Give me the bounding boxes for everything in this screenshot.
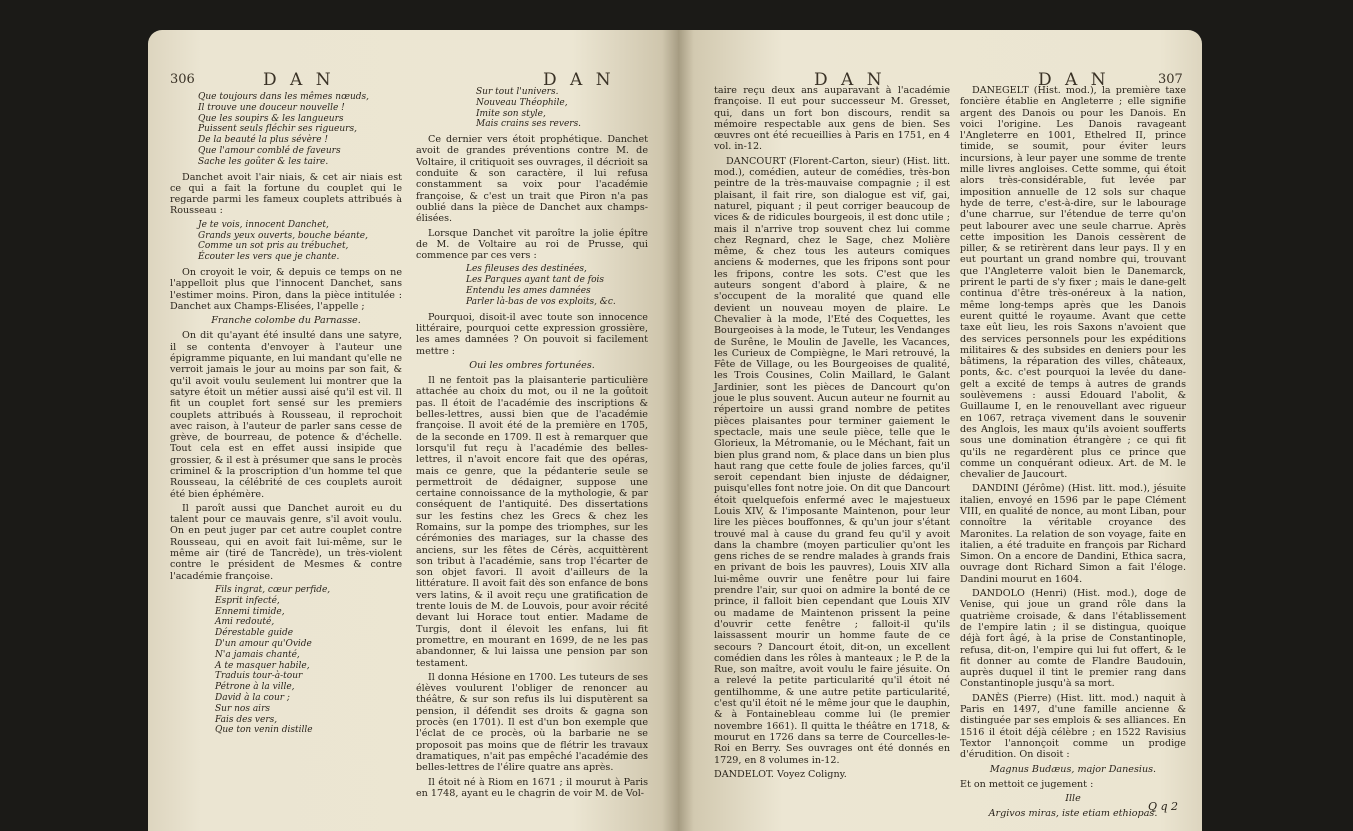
verse-line: Que toujours dans les mêmes nœuds, (198, 92, 369, 102)
running-head-left-a: D A N (263, 70, 335, 90)
paragraph: Et on mettoit ce jugement : (960, 778, 1094, 790)
verse-block (170, 585, 402, 736)
right-page (678, 30, 1202, 831)
verse-line: Nouveau Théophile, (476, 97, 568, 108)
verse-block (416, 87, 648, 130)
paragraph: Il étoit né à Riom en 1671 ; il mourut à Paris en 1748, ayant eu le chagrin de voir M. de Vol- (416, 776, 648, 799)
verse-line: Sur nos airs (215, 703, 270, 714)
verse-line: N'a jamais chanté, (215, 649, 300, 660)
verse-line: David à la cour ; (215, 692, 290, 703)
verse-line: Ami redouté, (215, 617, 275, 628)
left-column-2 (416, 85, 648, 825)
verse-block (416, 264, 648, 307)
verse-line: Les Parques ayant tant de fois (466, 275, 605, 286)
verse-line: Parler là-bas de vos exploits, &c. (466, 296, 616, 307)
verse-line: Comme un sot pris au trébuchet, (198, 241, 349, 252)
verse-line: Esprit infecté, (215, 595, 280, 606)
verse-line: Que ton venin distille (215, 725, 313, 736)
entry-danegelt: DANEGELT (Hist. mod.), la première taxe foncière établie en Angleterre ; elle signifie argent des Danois ou pour les Danois. En voici l'origine. Les Danois ravageant l'Angleterre en 1001, Ethelred II, prince timide, se soumit, pour éviter leurs incursions, à leur payer une somme de trente mille livres angloises. Cette somme, qui étoit alors très-considérable, fut levée par imposition annuelle de 12 sols sur chaque hyde de terre, c'est-à-dire, sur le labourage d'une charrue, sur l'étendue de terre qu'on peut labourer avec une seule charrue. Après cette imposition les Danois cessèrent de piller, & se retirèrent dans leur pays. Il y en eut pourtant un grand nombre qui, trouvant que l'Angleterre valoit bien le Danemarck, prirent le parti de s'y fixer ; mais le dane-gelt continua d'être très-onéreux à la nation, même long-temps après que les Danois eurent quitté le royaume. Avant que cette taxe eût lieu, les rois Saxons n'avoient que des services personnels pour les expéditions militaires & des subsides en deniers pour les bâtimens, la réparation des villes, châteaux, ponts, &c. c'est pourquoi la levée du dane-gelt a excité de temps à autres de grands soulèvemens : aussi Edouard l'abolit, & Guillaume I, en le renouvellant avec rigueur en 1067, retraça vivement dans le souvenir des Anglois, les maux qu'ils avoient soufferts sous une domination étrangère ; ce qui fit qu'ils ne regardèrent plus ce prince que comme un conquérant odieux. Art. de M. le chevalier de Jaucourt. (960, 85, 1186, 481)
verse-line: Pétrone à la ville, (215, 682, 295, 693)
verse-line: Sache les goûter & les taire. (198, 156, 329, 167)
paragraph: On croyoit le voir, & depuis ce temps on ne l'appelloit plus que l'innocent Danchet, sans l'estimer moins. Piron, dans la pièce intitulée : Danchet aux Champs-Elisées, l'appelle ; (170, 266, 402, 312)
verse-line: Fils ingrat, cœur perfide, (215, 584, 331, 595)
paragraph: Il paroît aussi que Danchet auroit eu du talent pour ce mauvais genre, s'il avoit voulu. On en peut juger par cet autre couplet contre Rousseau, qui en avoit fait lui-même, sur le même air (tiré de Tancrède), un très-violent contre le président de Mesmes & contre l'académie françoise. (170, 502, 402, 582)
paragraph: Il donna Hésione en 1700. Les tuteurs de ses élèves voulurent l'obliger de renoncer au théâtre, & sur son refus ils lui disputèrent sa pension, il défendit ses droits & gagna son procès (en 1701). Il est d'un bon exemple que l'éclat de ce procès, où la barbarie ne se proposoit pas moins que de flétrir les travaux dramatiques, n'ait pas empêché l'académie des belles-lettres de l'élire quatre ans après. (416, 671, 648, 774)
quote-line: Franche colombe du Parnasse. (211, 315, 361, 327)
quote-line: Ille (1065, 793, 1081, 805)
verse-block (170, 220, 402, 263)
paragraph: Ce dernier vers étoit prophétique. Danchet avoit de grandes préventions contre M. de Voltaire, il critiquoit ses ouvrages, il décrioit sa conduite & son caractère, il lui refusa constamment sa voix pour l'académie françoise, & c'est un trait que Piron n'a pas oublié dans la pièce de Danchet aux champs-élisées. (416, 134, 648, 225)
paragraph: On dit qu'ayant été insulté dans une satyre, il se contenta d'envoyer à l'auteur une épigramme piquante, en lui mandant qu'elle ne verroit jamais le jour au moins par son fait, & qu'il avoit voulu seulement lui montrer que la satyre étoit un métier aussi aisé qu'il est vil. Il fit un couplet fort sensé sur les premiers couplets attribués à Rousseau, il reprochoit avec raison, à l'auteur de parler sans cesse de grève, de bourreau, de potence & d'échelle. Tout cela est en effet aussi insipide que grossier, & il est à présumer que sans le procès criminel & la proscription d'un homme tel que Rousseau, la célébrité de ces couplets auroit été bien éphémère. (170, 330, 402, 500)
verse-block (170, 92, 402, 168)
cross-reference: DANDELOT. Voyez Coligny. (714, 768, 847, 780)
verse-line: A te masquer habile, (215, 660, 310, 671)
verse-line: Grands yeux ouverts, bouche béante, (198, 230, 368, 241)
verse-line: Sur tout l'univers. (476, 87, 559, 97)
paragraph: taire reçu deux ans auparavant à l'académie françoise. Il eut pour successeur M. Gresset, qui, dans un fort bon discours, rendit sa mémoire respectable aux gens de bien. Ses œuvres ont été recueillies à Paris en 1751, en 4 vol. in-12. (714, 85, 950, 153)
paragraph: Danchet avoit l'air niais, & cet air niais est ce qui a fait la fortune du couplet qui le regarde parmi les fameux couplets attribués à Rousseau : (170, 171, 402, 217)
verse-line: Que les soupirs & les langueurs (198, 113, 344, 124)
running-head-right-b: D A N (1038, 70, 1110, 90)
paragraph: Il ne fentoit pas la plaisanterie particulière attachée au choix du mot, ou il ne la goûtoit pas. Il étoit de l'académie des inscriptions & belles-lettres, aussi bien que de l'académie françoise. Il avoit été de la première en 1705, de la seconde en 1709. Il est à remarquer que lorsqu'il fut reçu à l'académie des belles-lettres, il n'avoit encore fait que des opéras, mais ce genre, que la pédanterie seule se permettroit de dédaigner, suppose une certaine connoissance de la mythologie, & par conséquent de l'antiquité. Des dissertations sur les festins chez les Grecs & chez les Romains, sur la pompe des triomphes, sur les cérémonies des mariages, sur la chasse des anciens, sur les fêtes de Cérès, acquittèrent son tribut à l'académie, sans trop l'écarter de son objet favori. Il avoit d'ailleurs de la littérature. Il avoit fait dès son enfance de bons vers latins, & il avoit reçu une gratification de trente louis de M. de Louvois, pour avoir récité devant lui Horace tout entier. Madame de Turgis, dont il élevoit les enfans, lui fit promettre, en mourant en 1699, de ne les pas abandonner, & lui laissa une pension par son testament. (416, 375, 648, 669)
quote-line: Magnus Budæus, major Danesius. (989, 763, 1157, 775)
verse-line: Traduis tour-à-tour (215, 671, 303, 682)
verse-line: Fais des vers, (215, 714, 278, 725)
entry-dancourt: DANCOURT (Florent-Carton, sieur) (Hist. litt. mod.), comédien, auteur de comédies, très-bon peintre de la très-mauvaise compagnie ; il est plaisant, il fait rire, son dialogue est vif, gai, naturel, piquant ; il peut corriger beaucoup de vices & de ridicules bourgeois, il est donc utile ; mais il n'arrive trop souvent chez lui comme chez Regnard, chez le Sage, chez Molière même, & chez tous les auteurs comiques anciens & modernes, que les fripons sont pour les fripons, contre les sots. C'est que les auteurs songent d'abord à plaire, & ne s'occupent de la moralité que quand elle devient un nouveau moyen de plaire. Le Chevalier à la mode, l'Eté des Coquettes, les Bourgeoises à la mode, le Tuteur, les Vendanges de Surêne, le Moulin de Javelle, les Vacances, les Curieux de Compiègne, le Mari retrouvé, la Fête de Village, ou les Bourgeoises de qualité, les Trois Cousines, Colin Maillard, le Galant Jardinier, sont les pièces de Dancourt qu'on joue le plus souvent. Aucun auteur ne fournit au répertoire un aussi grand nombre de petites pièces plaisantes pour terminer gaiement le spectacle, mais une seule pièce, telle que le Glorieux, la Métromanie, ou le Méchant, fait un bien plus grand nom, & place dans un bien plus haut rang que cette foule de jolies farces, qu'il seroit cependant bien injuste de dédaigner, puisqu'elles font notre joie. On dit que Dancourt étoit quelquefois enfermé avec le majestueux Louis XIV, & l'imposante Maintenon, pour leur lire les pièces bouffonnes, & qu'un jour s'étant trouvé mal à cause du grand feu qu'il y avoit dans la chambre (moyen particulier qu'ont les gens riches de se rendre malades à grands frais en privant de bois les pauvres), Louis XIV alla lui-même ouvrir une fenêtre pour lui faire prendre l'air, sur quoi on admire la bonté de ce prince, il falloit bien cependant que Louis XIV ou madame de Maintenon prissent la peine d'ouvrir cette fenêtre ; falloit-il qu'ils laissassent mourir un homme faute de ce secours ? Dancourt étoit, dit-on, un excellent comédien dans les rôles à manteaux ; le P. de la Rue, son maître, avoit voulu le faire jésuite. On a relevé la petite particularité qu'il étoit né gentilhomme, & une autre petite particularité, c'est qu'il étoit né le même jour que le dauphin, & à Fontainebleau comme lui (le premier novembre 1661). Il quitta le théâtre en 1718, & mourut en 1726 dans sa terre de Courcelles-le-Roi en Berry. Ses ouvrages ont été donnés en 1729, en 8 volumes in-12. (714, 155, 950, 766)
running-head-left-b: D A N (543, 70, 615, 90)
verse-line: Mais crains ses revers. (476, 119, 582, 130)
verse-line: Dérestable guide (215, 628, 294, 639)
left-page (148, 30, 678, 831)
verse-line: Écouter les vers que je chante. (198, 252, 340, 263)
quote-line: Oui les ombres fortunées. (469, 359, 595, 371)
verse-line: D'un amour qu'Ovide (215, 638, 312, 649)
running-head-right-a: D A N (814, 70, 886, 90)
verse-line: Ennemi timide, (215, 606, 285, 617)
verse-line: Entendu les ames damnées (466, 286, 591, 297)
verse-line: Les fileuses des destinées, (466, 264, 587, 275)
entry-dandini: DANDINI (Jérôme) (Hist. litt. mod.), jésuite italien, envoyé en 1596 par le pape Clément VIII, en qualité de nonce, au mont Liban, pour connoître la véritable croyance des Maronites. La relation de son voyage, faite en italien, a été traduite en françois par Richard Simon. On a encore de Dandini, Ethica sacra, ouvrage dont Richard Simon a fait l'éloge. Dandini mourut en 1604. (960, 483, 1186, 585)
verse-line: De la beauté la plus sévère ! (198, 135, 329, 146)
paragraph: Lorsque Danchet vit paroître la jolie épître de M. de Voltaire au roi de Prusse, qui commence par ces vers : (416, 227, 648, 262)
paragraph: Pourquoi, disoit-il avec toute son innocence littéraire, pourquoi cette expression grossière, les ames damnées ? On pouvoit si facilement mettre : (416, 311, 648, 357)
verse-line: Que l'amour comblé de faveurs (198, 145, 341, 156)
verse-line: Puissent seuls fléchir ses rigueurs, (198, 124, 357, 135)
signature-mark: Q q 2 (1148, 800, 1179, 813)
left-column-1 (170, 90, 402, 825)
entry-danes: DANÈS (Pierre) (Hist. litt. mod.) naquit à Paris en 1497, d'une famille ancienne & distinguée par ses emplois & ses alliances. En 1516 il étoit déjà célèbre ; en 1522 Ravisius Textor l'annonçoit comme un prodige d'érudition. On disoit : (960, 692, 1186, 761)
quote-line: Argivos miras, iste etiam ethiopas. (988, 808, 1158, 820)
entry-dandolo: DANDOLO (Henri) (Hist. mod.), doge de Venise, qui joue un grand rôle dans la quatrième croisade, & dans l'établissement de l'empire latin ; il se distingua, quoique déjà fort âgé, à la prise de Constantinople, refusa, dit-on, l'empire qui lui fut offert, & le fit donner au comte de Flandre Baudouin, auprès duquel il tint le premier rang dans Constantinople jusqu'à sa mort. (960, 588, 1186, 690)
verse-line: Imite son style, (476, 108, 546, 119)
verse-line: Je te vois, innocent Danchet, (198, 219, 329, 230)
page-number-left: 306 (170, 72, 195, 87)
right-column-1 (714, 85, 950, 825)
page-number-right: 307 (1158, 72, 1183, 87)
verse-line: Il trouve une douceur nouvelle ! (198, 102, 345, 113)
